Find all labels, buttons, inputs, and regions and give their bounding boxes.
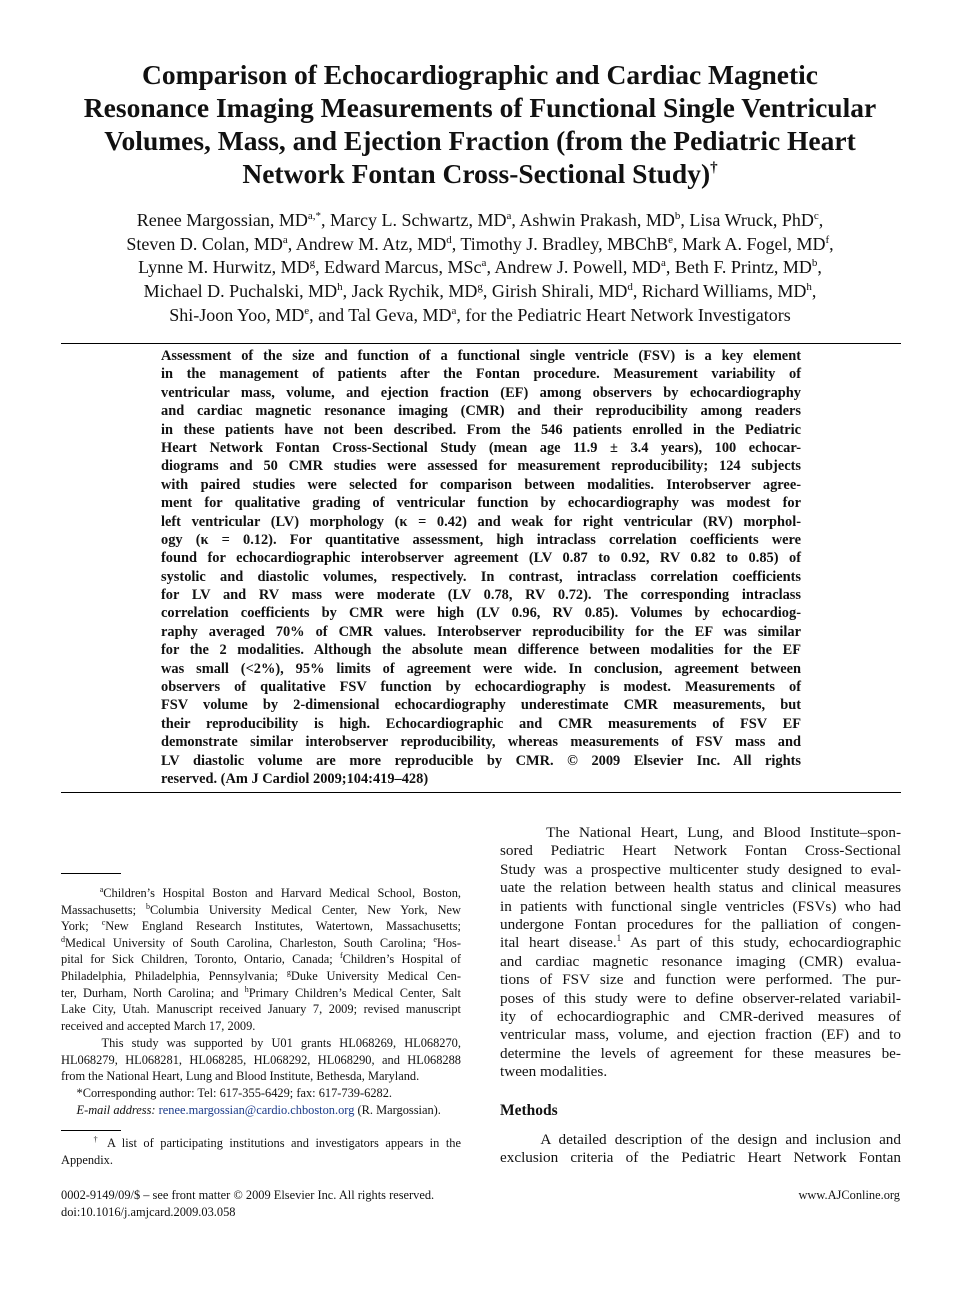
doi-line: doi:10.1016/j.amjcard.2009.03.058 — [61, 1205, 236, 1219]
abstract — [161, 347, 801, 788]
body-line: ity of echocardiographic and CMR-derived measures of — [500, 1007, 901, 1025]
abstract-line: in these patients have not been described. From the 546 patients enrolled in the Pediatric — [161, 421, 801, 438]
abstract-line: observers of qualitative FSV function by echocardiography is modest. Measurements of — [161, 679, 801, 696]
author-line: Renee Margossian, $MD^{a,*}$, Marcy L. Schwartz, $MD^a$, Ashwin Prakash, $MD^b$, Lisa Wruck, PhD$^c$, — [136, 210, 824, 230]
funding-note — [61, 1035, 461, 1085]
affiliation-line: Massachusetts; $^b$Columbia University Medical Center, New York, New — [61, 901, 461, 917]
affiliations — [61, 885, 461, 1034]
abstract-line: was small (<2%), 95% limits of agreement were wide. In conclusion, agreement between — [161, 660, 801, 677]
affiliation-line: $^d$Medical University of South Carolina, Charleston, South Carolina; $^e$Hos- — [61, 934, 461, 950]
body-line: ital heart disease.$^1$ As part of this study, echocardiographic — [500, 933, 902, 952]
author-line: Michael D. Puchalski, $MD^h$, Jack Rychik, $MD^g$, Girish Shirali, $MD^d$, Richard Williams, $MD^h$, — [143, 281, 817, 302]
affiliation-line: pital for Sick Children, Toronto, Ontario, Canada; $^f$Children’s Hospital of — [61, 951, 461, 967]
abstract-line: for LV and RV mass were moderate (LV 0.78, RV 0.72). The corresponding intraclass — [161, 587, 801, 604]
body-line: A detailed description of the design and inclusion and — [540, 1131, 901, 1148]
article-title — [40, 58, 920, 190]
body-line: uate the relation between health status and clinical measures — [500, 879, 901, 897]
title-line: Volumes, Mass, and Ejection Fraction (from the Pediatric Heart — [104, 125, 856, 156]
funding-line: from the National Heart, Lung and Blood Institute, Bethesda, Maryland. — [61, 1069, 420, 1084]
abstract-line: in the management of patients after the Fontan procedure. Measurement variability of — [161, 366, 801, 383]
methods-body — [500, 1131, 901, 1168]
abstract-line: raphy averaged 70% of CMR values. Interobserver reproducibility for the EF was similar — [161, 623, 801, 640]
dagger-mark: † — [710, 160, 718, 176]
author-list — [40, 209, 920, 328]
dagger-footnote — [61, 1135, 461, 1168]
affiliation-line: Philadelphia, Philadelphia, Pennsylvania; $^g$Duke University Medical Cen- — [61, 967, 462, 983]
abstract-line: with paired studies were selected for comparison between modalities. Interobserver agree- — [161, 476, 801, 493]
abstract-line: Assessment of the size and function of a functional single ventricle (FSV) is a key element — [161, 348, 801, 364]
abstract-line: FSV volume by 2-dimensional echocardiography underestimate CMR measurements, but — [161, 697, 801, 714]
body-line: poses of this study were to define observer-related variabil- — [500, 989, 901, 1007]
affiliation-line: Lake City, Utah. Manuscript received January 7, 2009; revised manuscript — [61, 1002, 461, 1017]
journal-website[interactable]: www.AJConline.org — [798, 1188, 900, 1202]
body-line: tions of FSV size and function were performed. The pur- — [500, 971, 901, 989]
body-line: exclusion criteria of the Pediatric Heart Network Fontan — [500, 1149, 901, 1167]
abstract-line: ment for qualitative grading of ventricular function by echocardiography was modest for — [161, 495, 801, 512]
title-line: Resonance Imaging Measurements of Functional Single Ventricular — [83, 92, 877, 123]
abstract-bottom-rule — [61, 792, 901, 793]
corresponding-note — [61, 1085, 461, 1118]
body-line: tween modalities. — [500, 1063, 608, 1081]
affiliation-line: received and accepted March 17, 2009. — [61, 1018, 256, 1033]
body-line: undergone Fontan procedures for the palliation of congen- — [500, 915, 901, 933]
abstract-line: reserved. (Am J Cardiol 2009;104:419–428) — [161, 770, 429, 787]
author-line: Lynne M. Hurwitz, $MD^g$, Edward Marcus, MSc$^a$, Andrew J. Powell, $MD^a$, Beth F. Printz, $MD^b$, — [138, 257, 822, 278]
abstract-top-rule — [61, 343, 901, 344]
abstract-line: Heart Network Fontan Cross-Sectional Study (mean age 11.9 ± 3.4 years), 100 echocar- — [161, 439, 801, 456]
affiliation-line: $^a$Children’s Hospital Boston and Harvard Medical School, Boston, — [99, 885, 462, 900]
abstract-line: left ventricular (LV) morphology (κ = 0.42) and weak for right ventricular (RV) morphol- — [161, 513, 801, 530]
body-line: in patients with functional single ventricles (FSVs) who had — [500, 897, 901, 915]
funding-line: This study was supported by U01 grants HL068269, HL068270, — [101, 1036, 461, 1050]
methods-heading: Methods — [500, 1102, 558, 1119]
author-line: Shi-Joon Yoo, MDe, and Tal Geva, $MD^a$, for the Pediatric Heart Network Investigators — [169, 304, 791, 325]
abstract-line: for the 2 modalities. Although the absolute mean difference between modalities for the EF — [161, 642, 801, 659]
body-line: sored Pediatric Heart Network Fontan Cross-Sectional — [500, 842, 901, 860]
email-link[interactable]: renee.margossian@cardio.chboston.org — [158, 1102, 355, 1117]
affiliation-line: York; $^c$New England Research Institutes, Watertown, Massachusetts; — [61, 918, 461, 934]
footnote-separator — [61, 1130, 121, 1131]
body-line: determine the levels of agreement for these measures be- — [500, 1044, 901, 1062]
abstract-line: demonstrate similar interobserver reproducibility, whereas measurements of FSV mass and — [161, 734, 801, 751]
abstract-line: and cardiac magnetic resonance imaging (CMR) and their reproducibility among readers — [161, 403, 801, 420]
footnote-separator — [61, 873, 121, 874]
body-line: ventricular mass, volume, and ejection fraction (EF) and to — [500, 1026, 901, 1044]
introduction — [500, 824, 901, 1081]
abstract-line: ventricular mass, volume, and ejection fraction (EF) among observers by echocardiography — [161, 384, 801, 401]
body-line: and cardiac magnetic resonance imaging (CMR) evalua- — [500, 952, 901, 970]
abstract-line: found for echocardiographic interobserver agreement (LV 0.87 to 0.92, RV 0.82 to 0.85) of — [161, 550, 801, 567]
abstract-line: LV diastolic volume are more reproducible by CMR. © 2009 Elsevier Inc. All rights — [161, 752, 801, 769]
body-line: Study was a prospective multicenter study designed to eval- — [500, 860, 901, 878]
abstract-line: correlation coefficients by CMR were high (LV 0.96, RV 0.85). Volumes by echocardiog- — [161, 605, 801, 622]
dagger-line: † A list of participating institutions and investigators appears in the — [93, 1135, 461, 1150]
reference-1[interactable]: 1 — [616, 933, 622, 944]
title-line: Comparison of Echocardiographic and Cardiac Magnetic — [141, 59, 819, 90]
body-line: The National Heart, Lung, and Blood Institute–spon- — [546, 824, 902, 841]
author-line: Steven D. Colan, $MD^a$, Andrew M. Atz, $MD^d$, Timothy J. Bradley, MBChB$^e$, Mark A. Fogel, $MD^f$, — [126, 233, 834, 254]
title-line: Network Fontan Cross-Sectional Study)† — [242, 158, 718, 189]
abstract-line: diograms and 50 CMR studies were assessed for measurement reproducibility; 124 subjects — [161, 458, 801, 475]
affiliation-line: ter, Durham, North Carolina; and $^h$Primary Children’s Medical Center, Salt — [61, 984, 461, 1000]
abstract-line: their reproducibility is high. Echocardiographic and CMR measurements of FSV EF — [161, 715, 801, 732]
funding-line: HL068279, HL068281, HL068285, HL068292, HL068290, and HL068288 — [61, 1052, 461, 1067]
dagger-line: Appendix. — [61, 1152, 113, 1167]
corresponding-line: *Corresponding author: Tel: 617-355-6429; fax: 617-739-6282. — [76, 1086, 393, 1100]
abstract-line: ogy (κ = 0.12). For quantitative assessment, high intraclass correlation coefficients were — [161, 531, 801, 548]
abstract-line: systolic and diastolic volumes, respectively. In contrast, intraclass correlation coefficients — [161, 568, 801, 585]
email-line: E-mail address: renee.margossian@cardio.chboston.org (R. Margossian). — [76, 1102, 441, 1117]
issn-line: 0002-9149/09/$ – see front matter © 2009 Elsevier Inc. All rights reserved. — [61, 1188, 435, 1202]
